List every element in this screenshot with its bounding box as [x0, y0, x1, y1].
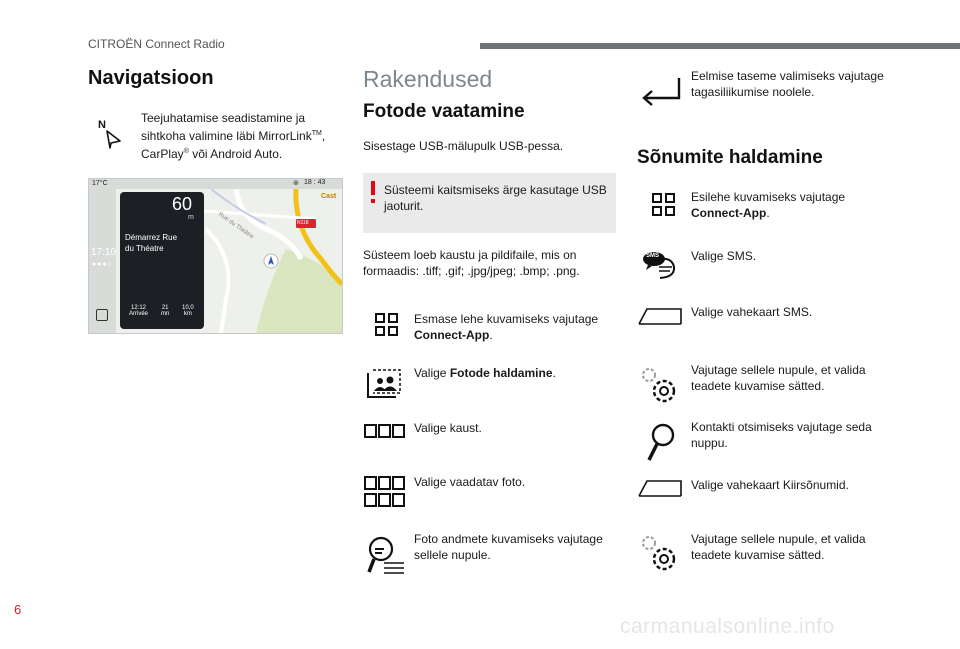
connect-app-label: Connect-App [414, 328, 490, 342]
sms-icon-label: SMS [646, 253, 660, 259]
navigation-screen-image [88, 178, 343, 334]
screen-temperature: 17°C [92, 180, 108, 187]
photos-heading: Fotode vaatamine [363, 101, 525, 122]
total-distance: 10,0 [182, 305, 194, 311]
photos-step-2 [414, 365, 556, 381]
back-line: tagasiliikumise noolele. [691, 85, 815, 99]
settings-gears-icon [638, 364, 680, 406]
step-line: Vajutage sellele nupule, et valida [691, 532, 866, 546]
warning-text [384, 182, 612, 214]
warning-line: Süsteemi kaitsmiseks ärge kasutage USB [384, 183, 607, 197]
text-fragment: Valige [414, 366, 450, 380]
navigation-text-line [141, 126, 341, 144]
formats-line: Süsteem loeb kaustu ja pildifaile, mis on [363, 248, 577, 262]
road-label: N118 [297, 220, 309, 226]
photos-intro: Sisestage USB-mälupulk USB-pessa. [363, 139, 564, 153]
distance-value: 60 [172, 194, 193, 214]
arrival-time: 12:12 [131, 305, 147, 311]
text-fragment: . [552, 366, 556, 380]
text-fragment: , [321, 129, 326, 143]
messages-heading: Sõnumite haldamine [637, 147, 823, 168]
photo-management-label: Fotode haldamine [449, 366, 553, 380]
text-fragment: sihtkoha valimine läbi MirrorLink [141, 129, 312, 143]
photos-step-3: Valige kaust. [414, 421, 482, 435]
warning-icon-dot [371, 199, 375, 203]
guidance-card [120, 192, 204, 329]
folder-list-icon [364, 422, 406, 440]
settings-gears-icon [638, 532, 680, 574]
navigation-arrow-icon [97, 117, 123, 149]
formats-line: formaadis: .tiff; .gif; .jpg/jpeg; .bmp; .png. [363, 264, 580, 278]
arrival-label: Arrivée [129, 311, 149, 317]
warning-line: jaoturit. [384, 199, 424, 213]
step-line [414, 327, 598, 343]
svg-text:N: N [98, 119, 106, 131]
messages-step-7 [691, 531, 866, 563]
tab-icon [637, 306, 683, 326]
info-search-icon [366, 534, 406, 576]
step-line: Esmase lehe kuvamiseks vajutage [414, 312, 599, 326]
messages-step-6: Valige vahekaart Kiirsõnumid. [691, 478, 849, 492]
photo-album-icon [366, 369, 402, 399]
navigation-text-line [141, 144, 341, 162]
duration-block [161, 305, 169, 317]
instruction-line: Démarrez Rue [125, 233, 178, 242]
search-icon [644, 422, 676, 464]
distance-unit: m [188, 214, 194, 221]
trademark: TM [311, 130, 322, 137]
step-line: nuppu. [691, 436, 728, 450]
text-fragment: . [489, 328, 493, 342]
messages-step-3: Valige vahekaart SMS. [691, 305, 813, 319]
photos-step-4: Valige vaadatav foto. [414, 475, 526, 489]
photos-step-5 [414, 531, 603, 563]
watermark: carmanualsonline.info [620, 615, 835, 638]
arrival-block [129, 305, 148, 317]
step-line: Esilehe kuvamiseks vajutage [691, 190, 846, 204]
street-label: Rue du Théâtre [217, 211, 255, 241]
messages-step-4 [691, 362, 866, 394]
back-arrow-icon [640, 76, 682, 110]
duration: 21 [161, 305, 169, 311]
photo-grid-icon [364, 475, 406, 509]
formats-text [363, 247, 613, 279]
location-icon: ⊚ [293, 180, 299, 187]
navigation-text-line: Teejuhatamise seadistamine ja [141, 111, 306, 125]
back-line: Eelmise taseme valimiseks vajutage [691, 69, 884, 83]
grid-icon [374, 312, 400, 338]
total-distance-unit: km [183, 311, 192, 317]
step-line [691, 205, 845, 221]
text-fragment: CarPlay [141, 147, 184, 161]
page-number: 6 [14, 602, 22, 617]
step-line: teadete kuvamise sätted. [691, 548, 825, 562]
step-line: teadete kuvamise sätted. [691, 379, 825, 393]
running-header: CITROËN Connect Radio [88, 37, 225, 51]
screen-clock: 18 : 43 [304, 179, 326, 186]
warning-icon [371, 181, 375, 195]
screen-side-time: 17:10 [91, 247, 117, 258]
step-line: Foto andmete kuvamiseks vajutage [414, 532, 603, 546]
back-text [691, 68, 884, 100]
step-line: Vajutage sellele nupule, et valida [691, 363, 866, 377]
navigation-heading: Navigatsioon [88, 67, 214, 89]
messages-step-2: Valige SMS. [691, 249, 757, 263]
header-bar [480, 43, 960, 49]
text-fragment: . [766, 206, 770, 220]
instruction-line: du Théatre [125, 244, 164, 253]
tab-icon [637, 478, 683, 498]
text-fragment: või Android Auto. [188, 147, 283, 161]
step-line: Kontakti otsimiseks vajutage seda [691, 420, 872, 434]
messages-step-5 [691, 419, 872, 451]
duration-unit: mn [161, 311, 170, 317]
instruction [125, 232, 177, 254]
navigation-text [141, 110, 341, 162]
registered-mark: ® [183, 148, 189, 155]
total-distance-block [182, 305, 194, 317]
home-square-icon [96, 309, 108, 321]
screen-dots: ●●●○ [92, 261, 113, 268]
grid-icon [651, 192, 677, 218]
place-label: Cast [321, 193, 337, 200]
connect-app-label: Connect-App [691, 206, 767, 220]
step-line: sellele nupule. [414, 548, 491, 562]
photos-step-1 [414, 311, 598, 343]
apps-heading: Rakendused [363, 66, 493, 92]
messages-step-1 [691, 189, 845, 221]
